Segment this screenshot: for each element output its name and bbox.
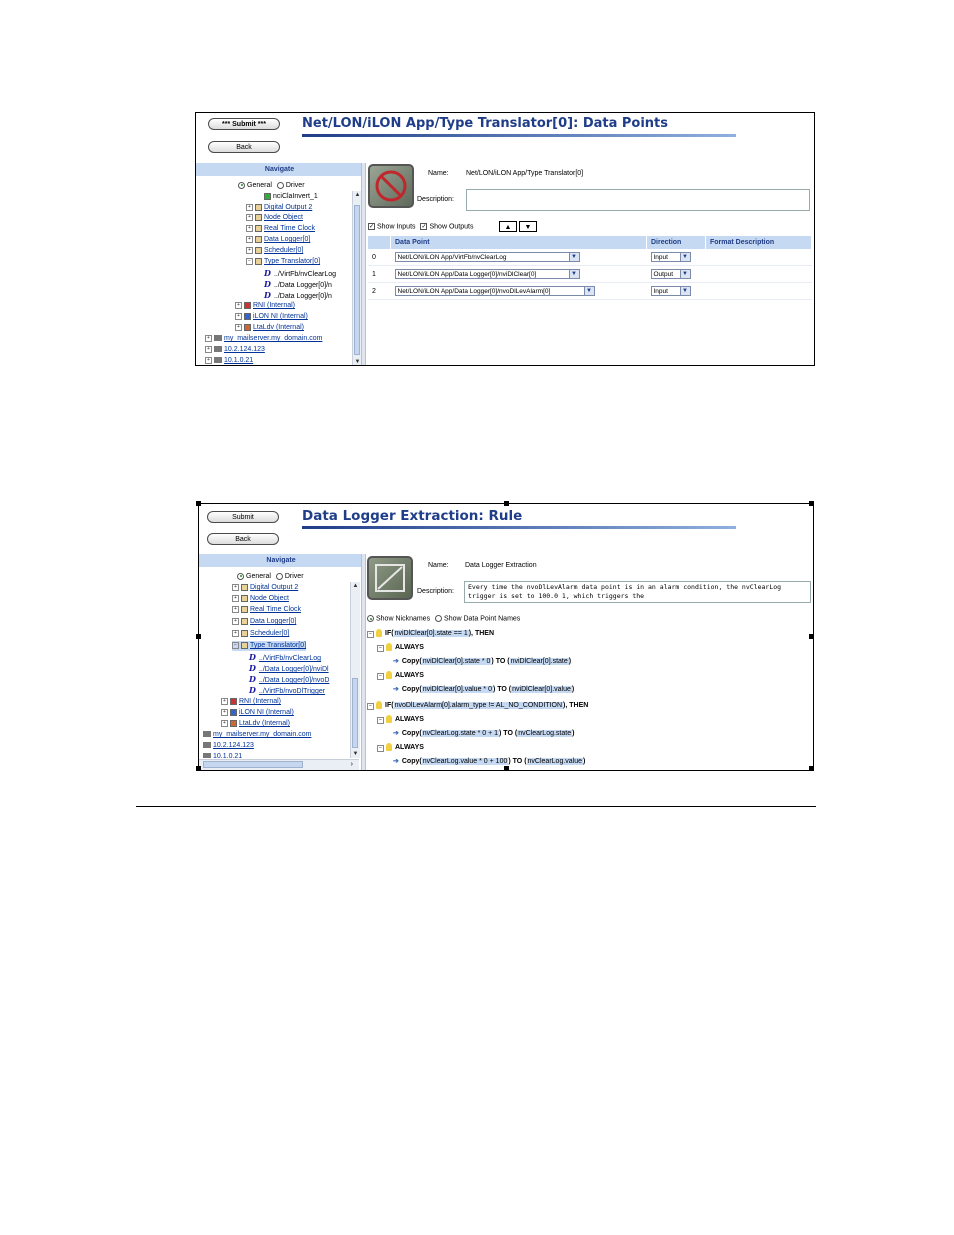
always-keyword: ALWAYS (395, 672, 424, 679)
tree-item[interactable] (235, 312, 308, 322)
selection-handle[interactable] (809, 501, 814, 506)
collapse-icon[interactable]: − (232, 642, 239, 649)
lightbulb-icon (386, 715, 392, 723)
show-inputs-label: Show Inputs (377, 223, 416, 231)
direction-value: Input (653, 288, 668, 295)
direction-column-header: Direction (647, 236, 706, 249)
tree-label: iLON NI (Internal) (253, 313, 308, 320)
show-outputs-label: Show Outputs (429, 223, 474, 231)
navigate-header: Navigate (199, 554, 363, 567)
title-underline (302, 526, 736, 529)
view-mode-radios (237, 572, 304, 582)
functional-block-icon (241, 584, 248, 591)
tree-item[interactable] (264, 192, 318, 202)
tree-item[interactable] (232, 583, 298, 593)
tree-label: ../VirtFb/nvClearLog (273, 271, 337, 278)
page-title: Data Logger Extraction: Rule (302, 508, 523, 524)
rule-always[interactable] (377, 670, 424, 681)
dropdown-arrow-icon: ▼ (680, 287, 690, 295)
tree-label: Node Object (264, 214, 303, 221)
tree-label: ../Data Logger[0]/n (273, 282, 332, 289)
page-divider (136, 806, 816, 807)
collapse-icon[interactable]: − (377, 645, 384, 652)
scroll-down-icon[interactable]: ▼ (354, 359, 361, 365)
tree-item[interactable] (205, 334, 322, 344)
tree-item[interactable] (221, 719, 290, 729)
panel-splitter[interactable] (361, 554, 366, 771)
arrow-icon: ➔ (393, 658, 399, 665)
selection-handle[interactable] (809, 766, 814, 771)
dropdown-arrow-icon: ▼ (680, 253, 690, 261)
tree-item[interactable] (232, 641, 306, 651)
tree-item[interactable] (246, 213, 303, 223)
data-logger-icon (241, 618, 248, 625)
name-display-radios (367, 615, 520, 622)
tree-item[interactable] (205, 356, 253, 365)
rule-if-alarm[interactable] (367, 700, 588, 711)
view-mode-radios (238, 181, 305, 191)
dropdown-arrow-icon: ▼ (680, 270, 690, 278)
no-entry-icon (370, 166, 412, 206)
driver-label: Driver (284, 573, 304, 580)
collapse-icon[interactable]: − (377, 673, 384, 680)
format-description-cell (706, 283, 812, 300)
description-field[interactable]: Every time the nvoDlLevAlarm data point is in an alarm condition, the nvClearLog trigger is set to 100.0 1, which triggers the (464, 581, 811, 603)
data-point-value: Net/LON/iLON App/Data Logger[0]/nviDlClear[0] (397, 271, 537, 278)
show-nicknames-radio[interactable] (367, 615, 374, 622)
tree-label: 10.1.0.21 (213, 753, 243, 758)
direction-value: Input (653, 254, 668, 261)
rule-always[interactable] (377, 714, 424, 725)
data-point-select[interactable] (395, 269, 580, 279)
row-index: 1 (368, 266, 391, 283)
expand-icon[interactable]: + (232, 584, 239, 591)
format-description-column-header: Format Description (706, 236, 812, 249)
navigate-header: Navigate (196, 163, 363, 176)
target-expression: nviDlClear[0].value (512, 686, 571, 693)
submit-button[interactable]: Submit (207, 511, 279, 523)
datapoint-icon: D (249, 663, 256, 673)
page-title: Net/LON/iLON App/Type Translator[0]: Data Points (302, 116, 669, 131)
tree-label: LtaLdv (Internal) (239, 720, 290, 727)
show-nicknames-label: Show Nicknames (376, 615, 431, 623)
tree-label: ../VirtFb/nvoDlTrigger (258, 688, 326, 695)
show-data-point-names-label: Show Data Point Names (444, 615, 521, 623)
scheduler-icon (241, 630, 248, 637)
datapoint-icon: D (264, 279, 271, 289)
scroll-down-icon[interactable]: ▼ (352, 751, 359, 757)
arrow-icon: ➔ (393, 758, 399, 765)
selection-handle[interactable] (196, 634, 201, 639)
data-points-table (368, 236, 812, 300)
selection-handle[interactable] (504, 766, 509, 771)
title-underline (302, 134, 736, 137)
description-label: Description: (417, 196, 454, 203)
server-icon (203, 731, 211, 737)
expand-icon[interactable]: + (246, 204, 253, 211)
tree-label: 10.2.124.123 (224, 346, 265, 353)
tree-item[interactable] (232, 617, 296, 627)
tree-label: Scheduler[0] (264, 247, 304, 254)
datapoint-icon: D (264, 290, 271, 300)
back-button[interactable]: Back (208, 141, 280, 153)
source-expression: nvClearLog.value * 0 + 100 (422, 758, 508, 765)
tree-label: my_mailserver.my_domain.com (224, 335, 323, 342)
to-keyword: ) TO ( (491, 658, 510, 665)
server-icon (203, 742, 211, 748)
tree-item[interactable] (221, 708, 294, 718)
scroll-right-icon[interactable]: › (350, 761, 353, 768)
tree-item[interactable] (246, 203, 312, 213)
data-point-select[interactable] (395, 252, 580, 262)
type-translator-icon (241, 642, 248, 649)
navigation-tree (199, 568, 349, 758)
expand-icon[interactable]: + (246, 225, 253, 232)
expand-icon[interactable]: + (246, 236, 253, 243)
data-point-value: Net/LON/iLON App/Data Logger[0]/nvoDlLevAlarm[0] (397, 288, 551, 295)
selection-handle[interactable] (196, 766, 201, 771)
index-column-header (368, 236, 391, 249)
rule-large-icon (367, 556, 413, 600)
tree-label: Real Time Clock (264, 225, 315, 232)
device-icon (244, 302, 251, 309)
tree-item[interactable] (205, 345, 265, 355)
page-header (302, 113, 814, 161)
then-keyword: ), THEN (563, 702, 589, 709)
source-expression: nviDlClear[0].state * 0 (422, 658, 491, 665)
horizontal-scrollbar[interactable] (199, 759, 359, 770)
device-icon (230, 709, 237, 716)
expand-icon[interactable]: + (232, 618, 239, 625)
collapse-icon[interactable]: − (377, 745, 384, 752)
expand-icon[interactable]: + (221, 709, 228, 716)
tree-item[interactable] (249, 652, 321, 662)
tree-label: RNI (Internal) (239, 698, 282, 705)
scroll-thumb[interactable] (354, 205, 360, 355)
tree-item[interactable] (232, 594, 289, 604)
expand-icon[interactable]: + (246, 247, 253, 254)
tree-item[interactable] (203, 730, 311, 740)
source-expression: nviDlClear[0].value * 0 (422, 686, 492, 693)
expand-icon[interactable]: + (205, 335, 212, 342)
condition-expression: nviDlClear[0].state == 1 (394, 630, 468, 637)
rule-always[interactable] (377, 742, 424, 753)
always-keyword: ALWAYS (395, 644, 424, 651)
expand-icon[interactable]: + (205, 357, 212, 364)
tree-item[interactable] (246, 246, 303, 256)
tree-label: ../Data Logger[0]/n (273, 293, 332, 300)
name-label: Name: (428, 170, 449, 177)
if-keyword: IF( (385, 702, 394, 709)
name-value: Data Logger Extraction (465, 562, 537, 569)
general-radio[interactable] (237, 573, 244, 580)
lightbulb-icon (386, 643, 392, 651)
tree-item[interactable] (221, 697, 281, 707)
server-icon (203, 753, 211, 758)
selection-handle[interactable] (196, 501, 201, 506)
expand-icon[interactable]: + (232, 595, 239, 602)
tree-item[interactable] (264, 290, 332, 300)
rule-if-clear[interactable] (367, 628, 494, 639)
close-paren: ) (572, 730, 575, 737)
always-keyword: ALWAYS (395, 716, 424, 723)
device-icon (244, 313, 251, 320)
rule-copy[interactable] (393, 684, 574, 695)
arrow-icon: ➔ (393, 730, 399, 737)
row-index: 2 (368, 283, 391, 300)
collapse-icon[interactable]: − (367, 703, 374, 710)
lightbulb-icon (376, 701, 382, 709)
device-icon (230, 720, 237, 727)
to-keyword: ) TO ( (492, 686, 512, 693)
general-radio[interactable] (238, 182, 245, 189)
tree-item[interactable] (232, 605, 301, 615)
collapse-icon[interactable]: − (377, 717, 384, 724)
selection-handle[interactable] (809, 634, 814, 639)
tree-label: Type Translator[0] (264, 258, 321, 265)
name-label: Name: (428, 562, 449, 569)
tree-item[interactable] (249, 663, 329, 673)
copy-keyword: Copy( (401, 730, 422, 737)
data-point-value: Net/LON/iLON App/VirtFb/nvClearLog (397, 254, 507, 261)
type-translator-large-icon (368, 164, 414, 208)
tree-item[interactable] (246, 257, 320, 267)
lightbulb-icon (376, 629, 382, 637)
copy-keyword: Copy( (401, 658, 422, 665)
scheduler-icon (255, 247, 262, 254)
scroll-up-icon[interactable]: ▲ (352, 583, 359, 589)
back-button[interactable]: Back (207, 533, 279, 545)
navigation-tree (196, 177, 352, 365)
general-label: General (247, 182, 272, 189)
server-icon (214, 335, 222, 341)
tree-label: Data Logger[0] (264, 236, 311, 243)
scroll-up-icon[interactable]: ▲ (354, 192, 361, 198)
target-expression: nvClearLog.state (518, 730, 572, 737)
rule-copy[interactable] (393, 656, 571, 667)
tree-label: 10.2.124.123 (213, 742, 254, 749)
tree-item[interactable] (264, 279, 332, 289)
target-expression: nvClearLog.value (527, 758, 583, 765)
lightbulb-icon (386, 671, 392, 679)
tree-label: Digital Output 2 (264, 204, 313, 211)
tree-label: iLON NI (Internal) (239, 709, 294, 716)
tree-label: Type Translator[0] (250, 642, 307, 649)
tree-label: Data Logger[0] (250, 618, 297, 625)
tree-label: RNI (Internal) (253, 302, 296, 309)
direction-value: Output (653, 271, 674, 278)
then-keyword: ), THEN (468, 630, 494, 637)
datapoint-icon: D (249, 674, 256, 684)
row-index: 0 (368, 249, 391, 266)
datapoint-icon: D (264, 268, 271, 278)
table-row (368, 283, 812, 300)
arrow-icon: ➔ (393, 686, 399, 693)
collapse-icon[interactable]: − (367, 631, 374, 638)
table-row (368, 249, 812, 266)
rule-glyph-icon (369, 558, 411, 598)
always-keyword: ALWAYS (395, 744, 424, 751)
filter-checkboxes (368, 223, 473, 230)
expand-icon[interactable]: + (235, 324, 242, 331)
dropdown-arrow-icon: ▼ (569, 253, 579, 261)
tree-item[interactable] (249, 685, 325, 695)
expand-icon[interactable]: + (246, 214, 253, 221)
name-value: Net/LON/iLON App/Type Translator[0] (466, 170, 584, 177)
close-paren: ) (571, 686, 575, 693)
driver-radio[interactable] (276, 573, 283, 580)
if-keyword: IF( (385, 630, 394, 637)
direction-select[interactable] (651, 286, 691, 296)
data-logger-icon (255, 236, 262, 243)
dropdown-arrow-icon: ▼ (569, 270, 579, 278)
general-label: General (246, 573, 271, 580)
page-header (302, 504, 813, 552)
format-description-cell (706, 266, 812, 283)
type-translator-icon (255, 258, 262, 265)
tree-item[interactable] (203, 752, 242, 758)
table-header-row (368, 236, 812, 249)
tree-item[interactable] (235, 301, 295, 311)
data-point-column-header: Data Point (391, 236, 647, 249)
rule-panel (367, 554, 813, 770)
tree-item[interactable] (203, 741, 254, 751)
direction-select[interactable] (651, 252, 691, 262)
tree-label: Node Object (250, 595, 289, 602)
tree-item[interactable] (246, 224, 315, 234)
screenshot-data-points (195, 112, 815, 366)
tree-item[interactable] (264, 268, 336, 278)
expand-icon[interactable]: + (235, 313, 242, 320)
tree-label: my_mailserver.my_domain.com (213, 731, 312, 738)
tree-item[interactable] (235, 323, 304, 333)
tree-label: 10.1.0.21 (224, 357, 254, 364)
show-data-point-names-radio[interactable] (435, 615, 442, 622)
tree-label: LtaLdv (Internal) (253, 324, 304, 331)
server-icon (214, 357, 222, 363)
clock-icon (241, 606, 248, 613)
data-points-panel (366, 163, 814, 366)
expand-icon[interactable]: + (221, 698, 228, 705)
copy-keyword: Copy( (401, 758, 422, 765)
description-label: Description: (417, 588, 454, 595)
move-up-button[interactable]: ▲ (499, 221, 517, 232)
expand-icon[interactable]: + (221, 720, 228, 727)
selection-handle[interactable] (504, 501, 509, 506)
rule-always[interactable] (377, 642, 424, 653)
datapoint-icon: D (249, 652, 256, 662)
rule-copy[interactable] (393, 728, 574, 739)
tree-item[interactable] (249, 674, 329, 684)
tree-label: Real Time Clock (250, 606, 301, 613)
driver-radio[interactable] (277, 182, 284, 189)
to-keyword: ) TO ( (508, 758, 527, 765)
submit-button[interactable]: *** Submit *** (208, 118, 280, 130)
hscroll-thumb[interactable] (203, 761, 303, 768)
expand-icon[interactable]: + (232, 630, 239, 637)
tree-item[interactable] (246, 235, 310, 245)
format-description-cell (706, 249, 812, 266)
functional-block-icon (255, 214, 262, 221)
close-paren: ) (568, 658, 572, 665)
tree-label: Digital Output 2 (250, 584, 299, 591)
copy-keyword: Copy( (401, 686, 422, 693)
source-expression: nvClearLog.state * 0 + 1 (422, 730, 499, 737)
condition-expression: nvoDlLevAlarm[0].alarm_type != AL_NO_CONDITION (394, 702, 563, 709)
expand-icon[interactable]: + (232, 606, 239, 613)
clock-icon (255, 225, 262, 232)
datapoint-icon: D (249, 685, 256, 695)
expand-icon[interactable]: + (235, 302, 242, 309)
driver-label: Driver (285, 182, 305, 189)
dropdown-arrow-icon: ▼ (584, 287, 594, 295)
show-inputs-checkbox[interactable]: ✓ (369, 224, 375, 230)
tree-scrollbar[interactable] (350, 582, 360, 758)
functional-block-icon (255, 204, 262, 211)
scroll-thumb[interactable] (352, 678, 358, 748)
functional-block-icon (241, 595, 248, 602)
green-arrow-icon (264, 193, 271, 200)
close-paren: ) (583, 758, 586, 765)
tree-label: Scheduler[0] (250, 630, 290, 637)
device-icon (244, 324, 251, 331)
rule-copy[interactable] (393, 756, 585, 767)
to-keyword: ) TO ( (499, 730, 518, 737)
lightbulb-icon (386, 743, 392, 751)
move-down-button[interactable]: ▼ (519, 221, 537, 232)
data-point-select[interactable] (395, 286, 595, 296)
direction-select[interactable] (651, 269, 691, 279)
tree-label: ../Data Logger[0]/nvoD (258, 677, 330, 684)
expand-icon[interactable]: + (205, 346, 212, 353)
tree-label: ../VirtFb/nvClearLog (258, 655, 322, 662)
table-row (368, 266, 812, 283)
description-field[interactable] (466, 189, 810, 211)
screenshot-rule (198, 503, 814, 771)
collapse-icon[interactable]: − (246, 258, 253, 265)
server-icon (214, 346, 222, 352)
device-icon (230, 698, 237, 705)
target-expression: nviDlClear[0].state (510, 658, 568, 665)
show-outputs-checkbox[interactable]: ✓ (421, 224, 427, 230)
tree-item[interactable] (232, 629, 289, 639)
tree-label: ../Data Logger[0]/nviDl (258, 666, 329, 673)
tree-label: nciClaInvert_1 (273, 193, 318, 200)
